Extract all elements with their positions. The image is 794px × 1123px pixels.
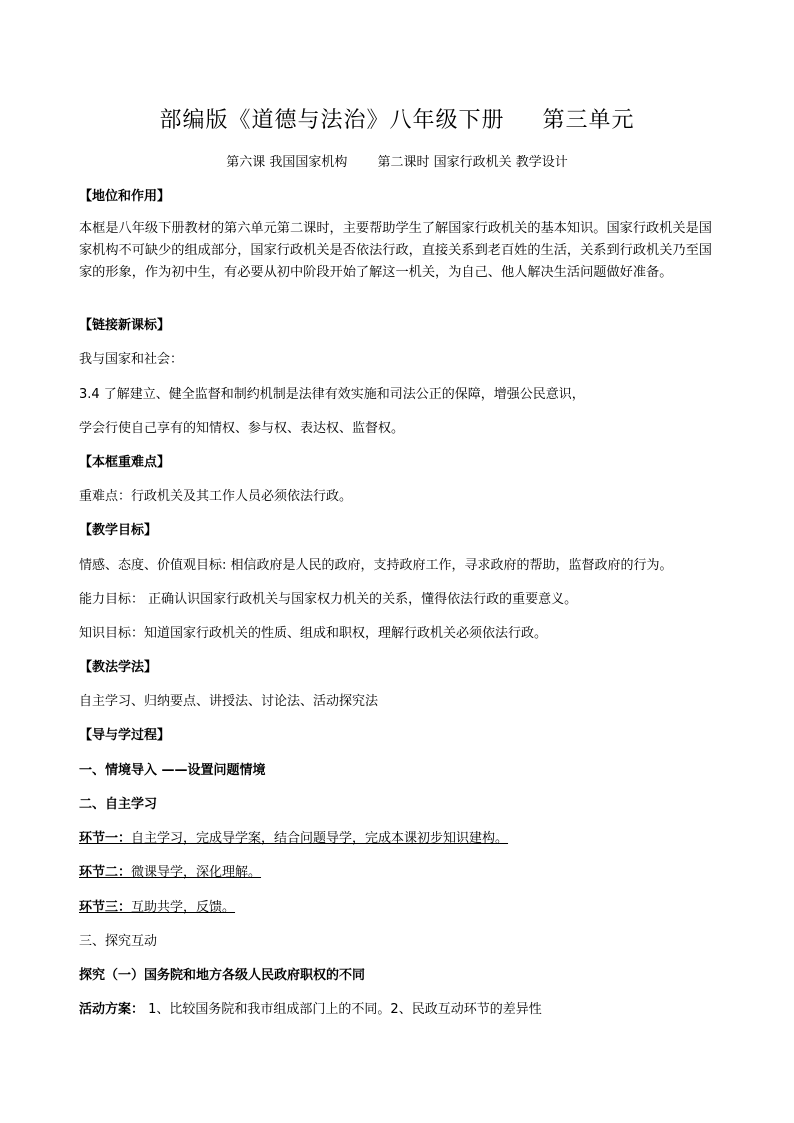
link-2-text: 微课导学，深化理解。 — [131, 865, 262, 880]
heading-goals: 【教学目标】 — [79, 523, 158, 538]
methods-text: 自主学习、归纳要点、讲授法、讨论法、活动探究法 — [79, 694, 379, 709]
heading-methods: 【教法学法】 — [79, 660, 158, 675]
goal-emotion: 情感、态度、价值观目标: 相信政府是人民的政府，支持政府工作，寻求政府的帮助，监督政府的行为。 — [79, 558, 673, 573]
heading-process: 【导与学过程】 — [79, 728, 171, 743]
activity-plan — [79, 1000, 542, 1020]
process-step-2: 二、自主学习 — [79, 797, 158, 812]
standard-line-2: 3.4 了解建立、健全监督和制约机制是法律有效实施和司法公正的保障，增强公民意识， — [79, 387, 585, 402]
process-link-3 — [79, 898, 235, 918]
link-1-label: 环节一： — [79, 831, 132, 846]
link-3-text: 互助共学，反馈。 — [131, 900, 236, 915]
link-2-label: 环节二： — [79, 865, 132, 880]
document-title — [0, 103, 794, 134]
explore-1-heading: 探究（一）国务院和地方各级人民政府职权的不同 — [79, 968, 366, 983]
heading-position: 【地位和作用】 — [79, 189, 171, 204]
heading-key-points: 【本框重难点】 — [79, 455, 171, 470]
process-step-3: 三、探究互动 — [79, 934, 158, 949]
heading-standard: 【链接新课标】 — [79, 318, 171, 333]
process-link-2 — [79, 863, 261, 883]
link-3-label: 环节三： — [79, 900, 132, 915]
process-link-1 — [79, 829, 508, 849]
subtitle-lesson: 第六课 我国国家机构 — [226, 155, 348, 170]
document-subtitle — [0, 151, 794, 170]
standard-line-3: 学会行使自己享有的知情权、参与权、表达权、监督权。 — [79, 421, 405, 436]
key-points-text: 重难点：行政机关及其工作人员必须依法行政。 — [79, 489, 353, 504]
goal-knowledge: 知识目标：知道国家行政机关的性质、组成和职权，理解行政机关必须依法行政。 — [79, 626, 548, 641]
subtitle-period: 第二课时 国家行政机关 教学设计 — [377, 155, 568, 170]
activity-label: 活动方案： — [79, 1002, 145, 1017]
goal-ability: 能力目标： 正确认识国家行政机关与国家权力机关的关系，懂得依法行政的重要意义。 — [79, 592, 578, 607]
position-paragraph: 本框是八年级下册教材的第六单元第二课时，主要帮助学生了解国家行政机关的基本知识。国家行政机关是国家机构不可缺少的组成部分，国家行政机关是否依法行政，直接关系到老百姓的生活，关系到行政机关乃至国家的形象，作为初中生，有必要从初中阶段开始了解这一机关，为自己、他人解决生活问题做好准备。 — [79, 221, 712, 280]
title-unit: 第三单元 — [542, 108, 635, 133]
title-main: 部编版《道德与法治》八年级下册 — [159, 108, 505, 133]
link-1-text: 自主学习，完成导学案，结合问题导学，完成本课初步知识建构。 — [131, 831, 509, 846]
process-step-1: 一、情境导入 ——设置问题情境 — [79, 763, 266, 778]
standard-line-1: 我与国家和社会： — [79, 352, 184, 367]
activity-text: 1、比较国务院和我市组成部门上的不同。2、民政互动环节的差异性 — [144, 1002, 542, 1017]
